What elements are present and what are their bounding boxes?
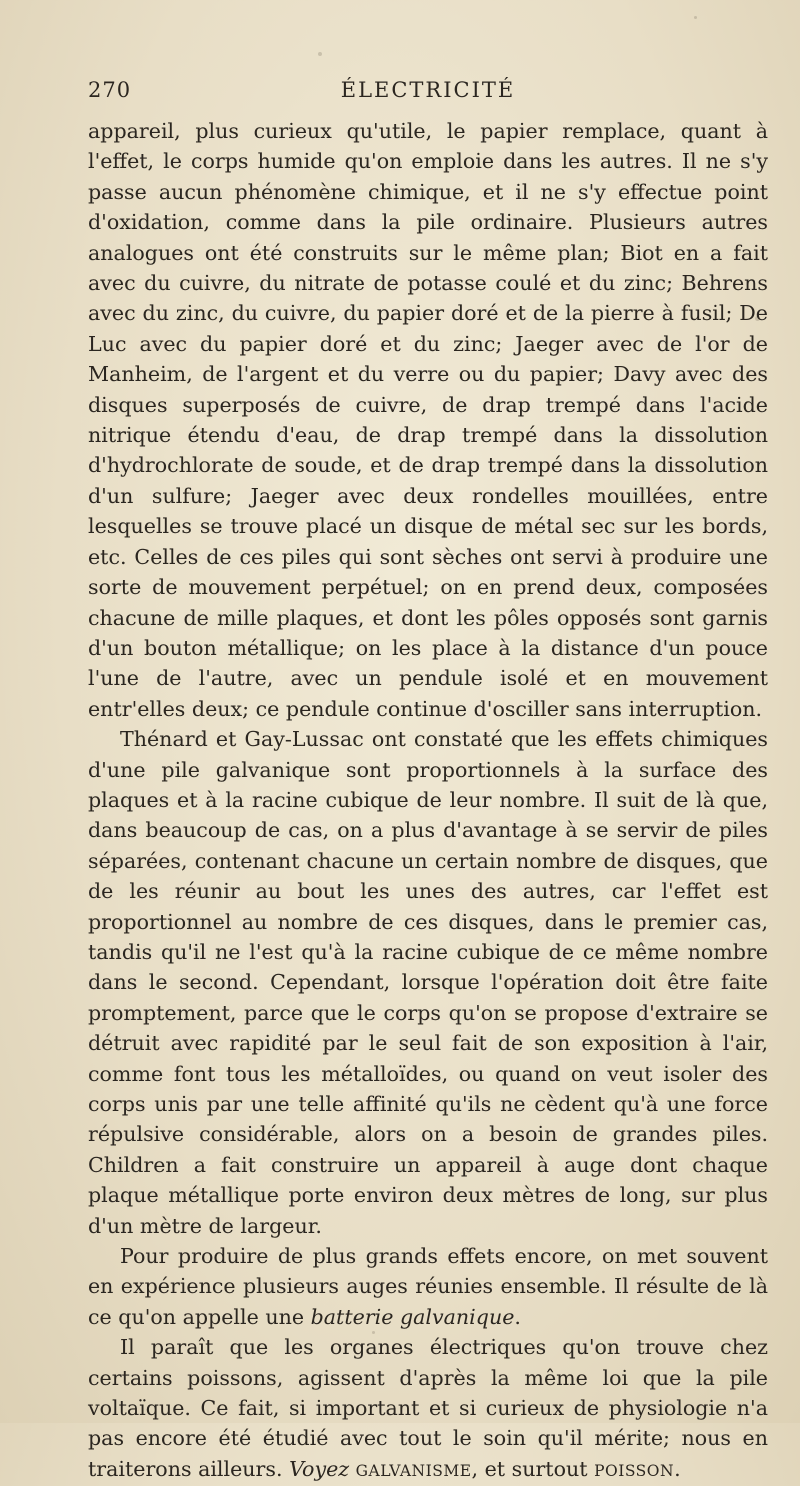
cross-reference-poisson: POISSON <box>594 1461 675 1480</box>
page-number: 270 <box>88 78 132 102</box>
paragraph-batterie <box>88 1241 768 1332</box>
paragraph-text: . <box>514 1304 521 1329</box>
page-header <box>88 78 768 112</box>
paragraph-text: Pour produire de plus grands effets encore, on met souvent en expérience plusieurs auges réunies ensemble. Il résulte de là ce qu'on appelle une <box>88 1244 768 1329</box>
paper-speck <box>318 52 322 56</box>
paragraph-text: Il paraît que les organes électriques qu'on trouve chez certains poissons, agissent d'après la même loi que la pile voltaïque. Ce fait, si important et si curieux de physiologie n'a pas encore été étudié avec tout le soin qu'il mérite; nous en traiterons ailleurs. <box>88 1335 768 1481</box>
book-page <box>88 78 768 1486</box>
see-reference-label: Voyez <box>289 1456 350 1481</box>
paragraph-poissons <box>88 1332 768 1486</box>
paper-speck <box>755 316 760 321</box>
paragraph-text: . <box>674 1456 681 1481</box>
cross-reference-galvanisme: GALVANISME <box>355 1461 472 1480</box>
paper-speck <box>694 16 697 19</box>
paragraph-continuation: appareil, plus curieux qu'utile, le papier remplace, quant à l'effet, le corps humide qu'on emploie dans les autres. Il ne s'y passe aucun phénomène chimique, et il ne s'y effectue point d'oxidation, comme dans la pile ordinaire. Plusieurs autres analogues ont été construits sur le même plan; Biot en a fait avec du cuivre, du nitrate de potasse coulé et du zinc; Behrens avec du zinc, du cuivre, du papier doré et de la pierre à fusil; De Luc avec du papier doré et du zinc; Jaeger avec de l'or de Manheim, de l'argent et du verre ou du papier; Davy avec des disques superposés de cuivre, de drap trempé dans l'acide nitrique étendu d'eau, de drap trempé dans la dissolution d'hydrochlorate de soude, et de drap trempé dans la dissolution d'un sulfure; Jaeger avec deux rondelles mouillées, entre lesquelles se trouve placé un disque de métal sec sur les bords, etc. Celles de ces piles qui sont sèches ont servi à produire une sorte de mouvement perpétuel; on en prend deux, composées chacune de mille plaques, et dont les pôles opposés sont garnis d'un bouton métallique; on les place à la distance d'un pouce l'une de l'autre, avec un pendule isolé et en mouvement entr'elles deux; ce pendule continue d'osciller sans interruption. <box>88 119 768 721</box>
paragraph-thenard: Thénard et Gay-Lussac ont constaté que les effets chimiques d'une pile galvanique sont proportionnels à la surface des plaques et à la racine cubique de leur nombre. Il suit de là que, dans beaucoup de cas, on a plus d'avantage à se servir de piles séparées, contenant chacune un certain nombre de disques, que de les réunir au bout les unes des autres, car l'effet est proportionnel au nombre de ces disques, dans le premier cas, tandis qu'il ne l'est qu'à la racine cubique de ce même nombre dans le second. Cependant, lorsque l'opération doit être faite promptement, parce que le corps qu'on se propose d'extraire se détruit avec rapidité par le seul fait de son exposition à l'air, comme font tous les métalloïdes, ou quand on veut isoler des corps unis par une telle affinité qu'ils ne cèdent qu'à une force répulsive considérable, alors on a besoin de grandes piles. Children a fait construire un appareil à auge dont chaque plaque métallique porte environ deux mètres de long, sur plus d'un mètre de largeur. <box>88 727 768 1238</box>
paragraph-text: , et surtout <box>471 1456 595 1481</box>
italic-term: batterie galvanique <box>310 1304 515 1329</box>
body-text <box>88 116 768 1486</box>
paper-speck <box>372 1331 375 1334</box>
running-title: ÉLECTRICITÉ <box>340 78 516 102</box>
